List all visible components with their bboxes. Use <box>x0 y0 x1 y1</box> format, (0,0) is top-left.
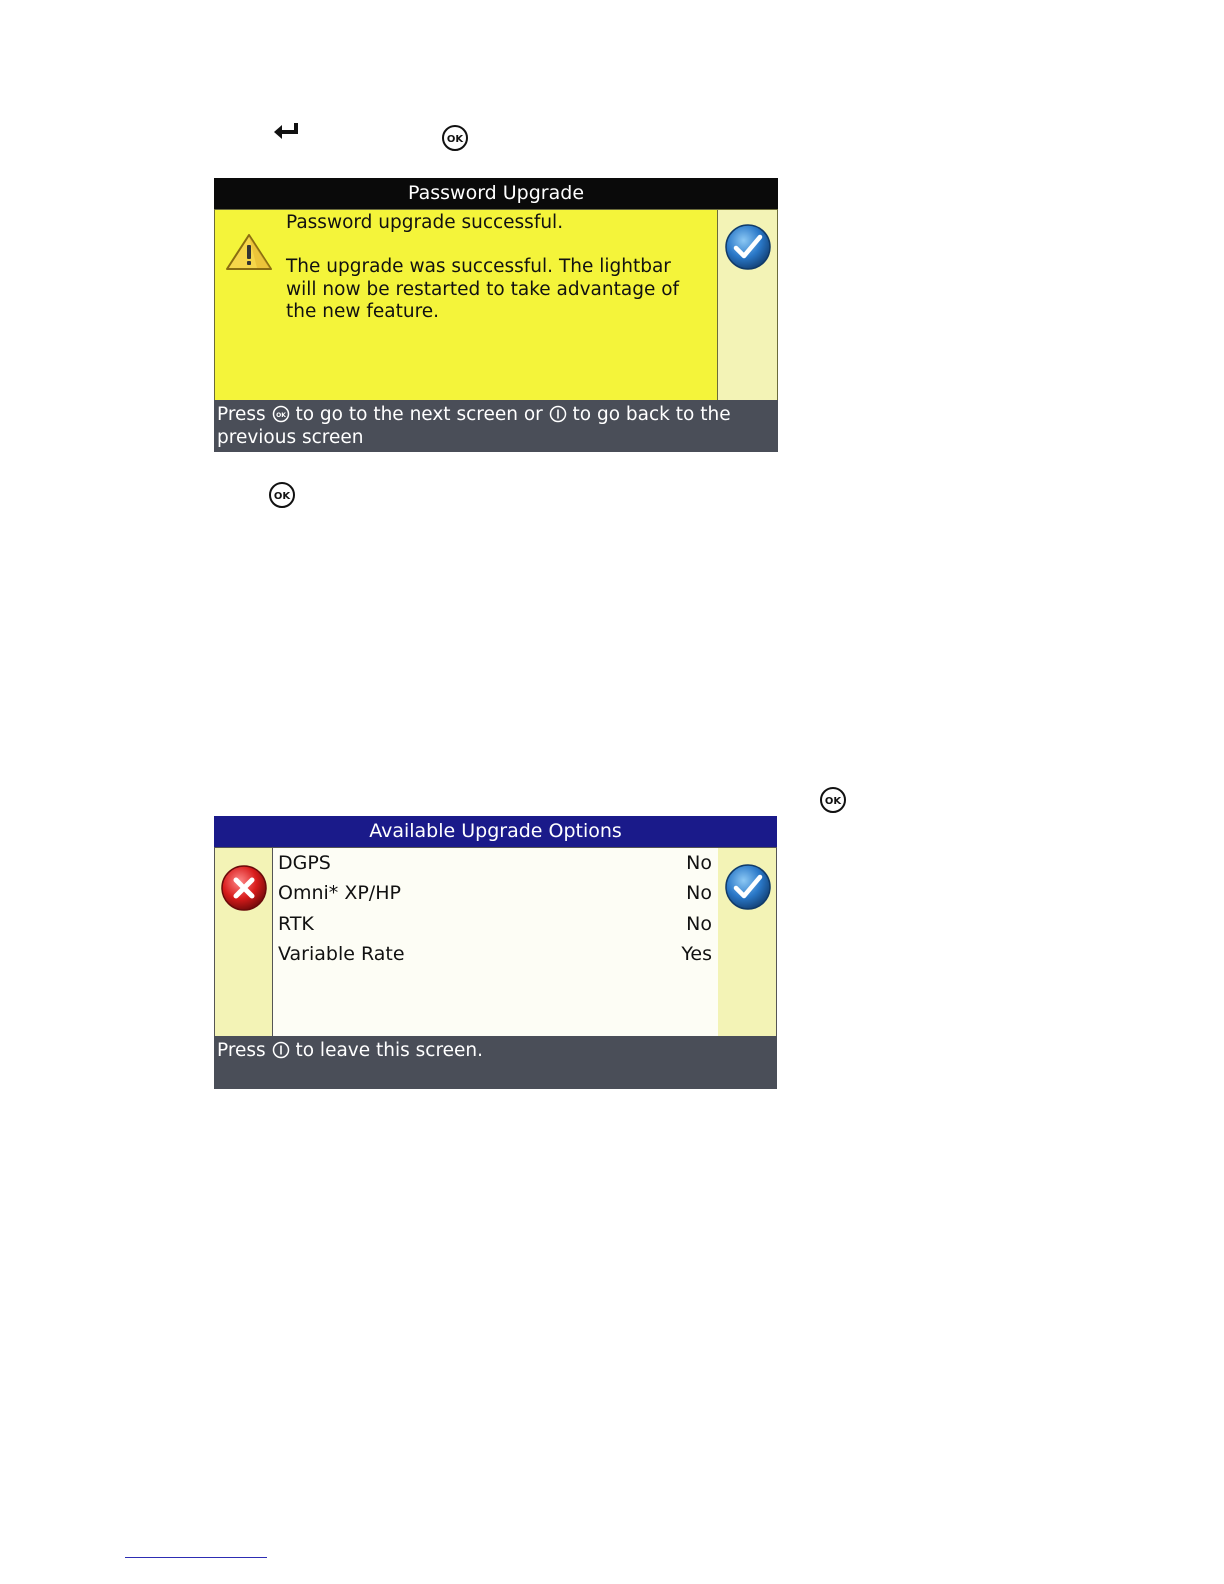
footnote-divider <box>125 1557 267 1558</box>
ok-key-icon <box>441 124 469 152</box>
password-upgrade-screen <box>214 178 778 452</box>
footer-text-1: Press <box>217 404 266 425</box>
checkmark-icon[interactable] <box>723 222 773 272</box>
option-name: RTK <box>278 913 314 935</box>
option-name: DGPS <box>278 852 331 874</box>
options-list <box>272 847 719 1037</box>
message-heading: Password upgrade successful. <box>286 212 564 233</box>
svg-text:OK: OK <box>824 796 842 807</box>
message-panel <box>214 209 718 428</box>
footer-text-3: to go back to the previous screen <box>217 404 731 448</box>
ok-key-icon <box>272 405 290 423</box>
footer-text-2: to leave this screen. <box>295 1040 484 1061</box>
ok-key-icon <box>819 786 847 814</box>
list-item[interactable] <box>278 909 712 939</box>
list-item[interactable] <box>278 939 712 969</box>
info-key-icon <box>272 1041 290 1059</box>
message-text: The upgrade was successful. The lightbar will now be restarted to take advantage of the new feature. <box>286 256 680 322</box>
checkmark-icon[interactable] <box>723 862 773 912</box>
screen-title: Password Upgrade <box>214 178 778 209</box>
screen-title: Available Upgrade Options <box>214 816 777 847</box>
footer-text-2: to go to the next screen or <box>295 404 543 425</box>
list-item[interactable] <box>278 878 712 908</box>
option-value: No <box>686 913 712 935</box>
option-value: Yes <box>681 943 712 965</box>
option-value: No <box>686 882 712 904</box>
svg-text:OK: OK <box>273 491 291 502</box>
list-item[interactable] <box>278 848 712 878</box>
cancel-x-icon[interactable] <box>219 863 269 913</box>
option-name: Variable Rate <box>278 943 405 965</box>
footer-text-1: Press <box>217 1040 266 1061</box>
warning-icon <box>224 232 274 272</box>
svg-text:OK: OK <box>446 134 464 145</box>
info-key-icon <box>549 405 567 423</box>
footer-hint <box>214 1036 777 1089</box>
enter-key-icon <box>270 120 300 142</box>
footer-hint <box>214 400 778 452</box>
ok-key-icon <box>268 481 296 509</box>
option-name: Omni* XP/HP <box>278 882 401 904</box>
option-value: No <box>686 852 712 874</box>
svg-text:OK: OK <box>275 412 286 419</box>
available-upgrade-options-screen <box>214 816 777 1089</box>
